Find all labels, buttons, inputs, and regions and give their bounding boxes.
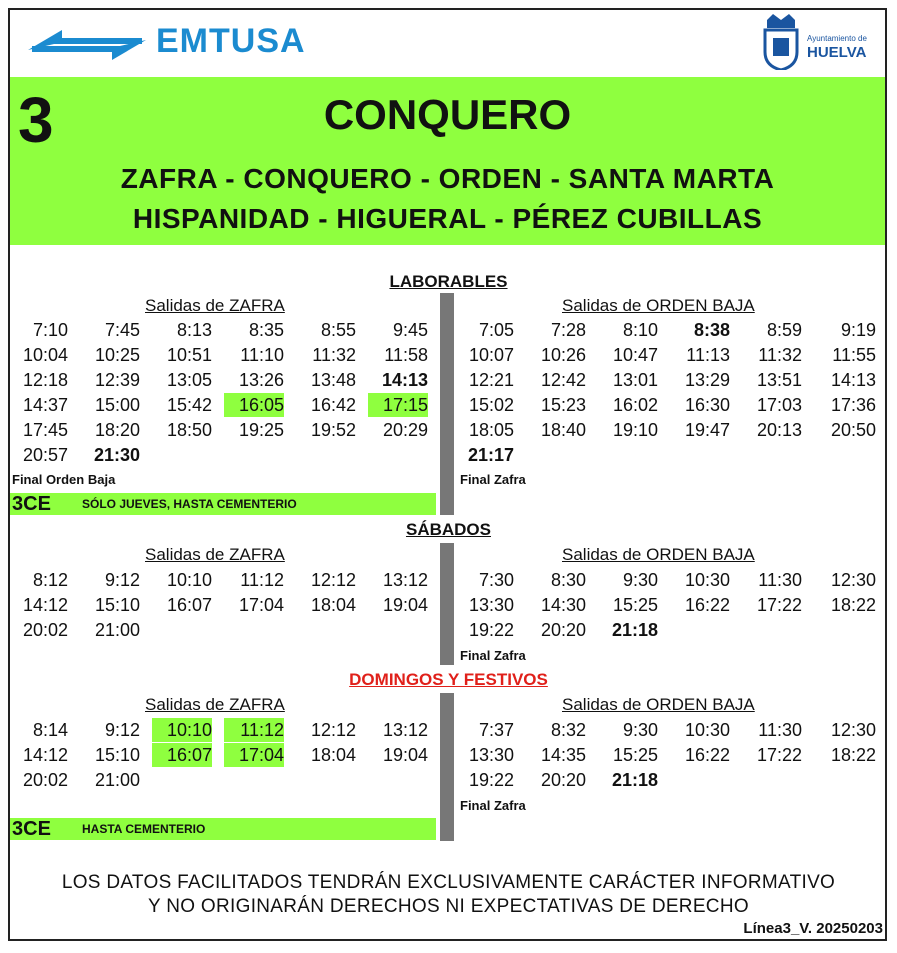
departure-time: 17:22	[756, 745, 802, 765]
departure-time: 18:22	[830, 745, 876, 765]
departure-time: 14:12	[22, 595, 68, 615]
departure-time: 12:39	[94, 370, 140, 390]
departure-time: 8:35	[248, 320, 284, 340]
departure-time: 19:04	[382, 745, 428, 765]
departure-time: 14:35	[540, 745, 586, 765]
departure-time: 16:02	[612, 395, 658, 415]
departure-time: 15:10	[94, 595, 140, 615]
route-number: 3	[18, 84, 54, 156]
departure-time: 15:25	[612, 745, 658, 765]
departure-time: 18:04	[310, 745, 356, 765]
domingos-left-title: Salidas de ZAFRA	[145, 695, 285, 714]
departure-time: 15:00	[94, 395, 140, 415]
departure-time: 17:15	[368, 393, 428, 417]
departure-time: 15:25	[612, 595, 658, 615]
departure-time: 17:22	[756, 595, 802, 615]
column-divider	[440, 293, 454, 515]
departure-time: 19:04	[382, 595, 428, 615]
version-label: Línea3_V. 20250203	[743, 920, 883, 937]
departure-time: 15:23	[540, 395, 586, 415]
departure-time: 8:59	[766, 320, 802, 340]
departure-time: 7:05	[478, 320, 514, 340]
departure-time: 13:30	[468, 595, 514, 615]
departure-time: 11:32	[312, 345, 356, 365]
departure-time: 14:13	[830, 370, 876, 390]
departure-time: 11:12	[240, 570, 284, 590]
laborables-right-final: Final Zafra	[460, 472, 526, 487]
departure-time: 13:29	[684, 370, 730, 390]
departure-time: 14:37	[22, 395, 68, 415]
departure-time: 18:05	[468, 420, 514, 440]
departure-time: 19:10	[612, 420, 658, 440]
departure-time: 15:42	[166, 395, 212, 415]
departure-time: 20:02	[22, 620, 68, 640]
disclaimer-line2: Y NO ORIGINARÁN DERECHOS NI EXPECTATIVAS DE DERECHO	[148, 896, 749, 917]
departure-time: 10:47	[612, 345, 658, 365]
departure-time: 11:10	[240, 345, 284, 365]
departure-time: 10:26	[540, 345, 586, 365]
section-title-domingos: DOMINGOS Y FESTIVOS	[349, 670, 548, 689]
departure-time: 21:00	[94, 620, 140, 640]
departure-time: 21:30	[93, 445, 140, 465]
departure-time: 8:32	[550, 720, 586, 740]
departure-time: 16:07	[166, 595, 212, 615]
route-name: CONQUERO	[323, 91, 572, 138]
departure-time: 15:10	[94, 745, 140, 765]
departure-time: 8:13	[176, 320, 212, 340]
city-shield-icon	[759, 14, 803, 70]
departure-time: 10:25	[94, 345, 140, 365]
sabados-left-title: Salidas de ZAFRA	[145, 545, 285, 564]
departure-time: 20:57	[22, 445, 68, 465]
departure-time: 9:12	[104, 570, 140, 590]
departure-time: 9:12	[104, 720, 140, 740]
departure-time: 14:13	[381, 370, 428, 390]
departure-time: 12:30	[830, 570, 876, 590]
departure-time: 18:50	[166, 420, 212, 440]
departure-time: 7:10	[32, 320, 68, 340]
departure-time: 13:12	[382, 570, 428, 590]
departure-time: 18:20	[94, 420, 140, 440]
departure-time: 20:20	[540, 770, 586, 790]
departure-time: 16:42	[310, 395, 356, 415]
departure-time: 14:30	[540, 595, 586, 615]
route-banner	[10, 77, 885, 245]
header-bar	[8, 8, 887, 76]
departure-time: 16:22	[684, 745, 730, 765]
departure-time: 17:36	[830, 395, 876, 415]
disclaimer-line1: LOS DATOS FACILITADOS TENDRÁN EXCLUSIVAMENTE CARÁCTER INFORMATIVO	[61, 872, 836, 893]
domingos-right-final: Final Zafra	[460, 798, 526, 813]
departure-time: 8:12	[32, 570, 68, 590]
departure-time: 11:32	[758, 345, 802, 365]
sabados-right-final: Final Zafra	[460, 648, 526, 663]
departure-time: 11:30	[758, 570, 802, 590]
departure-time: 20:02	[22, 770, 68, 790]
domingos-right-title: Salidas de ORDEN BAJA	[562, 695, 755, 714]
departure-time: 8:10	[622, 320, 658, 340]
ce-banner-laborables	[10, 493, 436, 515]
departure-time: 12:30	[830, 720, 876, 740]
departure-time: 10:30	[684, 570, 730, 590]
departure-time: 21:18	[611, 770, 658, 790]
section-title-laborables: LABORABLES	[389, 272, 508, 291]
departure-time: 21:18	[611, 620, 658, 640]
departure-time: 12:12	[310, 720, 356, 740]
departure-time: 13:01	[612, 370, 658, 390]
departure-time: 10:30	[684, 720, 730, 740]
departure-time: 13:30	[468, 745, 514, 765]
ce-text: HASTA CEMENTERIO	[82, 822, 206, 836]
city-prefix: Ayuntamiento de	[807, 34, 867, 43]
departure-time: 21:00	[94, 770, 140, 790]
departure-time: 10:51	[166, 345, 212, 365]
departure-time: 15:02	[468, 395, 514, 415]
departure-time: 9:30	[622, 720, 658, 740]
departure-time: 12:21	[468, 370, 514, 390]
departure-time: 10:10	[166, 570, 212, 590]
departure-time: 11:12	[224, 718, 284, 742]
ce-text: SÓLO JUEVES, HASTA CEMENTERIO	[82, 497, 297, 511]
departure-time: 19:47	[684, 420, 730, 440]
departure-time: 12:42	[540, 370, 586, 390]
departure-time: 17:03	[756, 395, 802, 415]
departure-time: 13:26	[238, 370, 284, 390]
sabados-right-title: Salidas de ORDEN BAJA	[562, 545, 755, 564]
ce-code: 3CE	[12, 493, 51, 515]
departure-time: 16:07	[152, 743, 212, 767]
departure-time: 14:12	[22, 745, 68, 765]
laborables-left-final: Final Orden Baja	[12, 472, 116, 487]
column-divider	[440, 543, 454, 665]
departure-time: 20:13	[756, 420, 802, 440]
departure-time: 10:10	[152, 718, 212, 742]
departure-time: 16:05	[224, 393, 284, 417]
departure-time: 17:04	[238, 595, 284, 615]
departure-time: 11:13	[686, 345, 730, 365]
departure-time: 13:48	[310, 370, 356, 390]
departure-time: 16:22	[684, 595, 730, 615]
ce-banner-domingos	[10, 818, 436, 840]
departure-time: 17:04	[224, 743, 284, 767]
departure-time: 20:50	[830, 420, 876, 440]
departure-time: 8:38	[693, 320, 730, 340]
brand-name: EMTUSA	[156, 22, 306, 60]
departure-time: 7:28	[550, 320, 586, 340]
departure-time: 10:04	[22, 345, 68, 365]
departure-time: 8:55	[320, 320, 356, 340]
column-divider	[440, 693, 454, 841]
departure-time: 13:12	[382, 720, 428, 740]
departure-time: 18:22	[830, 595, 876, 615]
departure-time: 9:30	[622, 570, 658, 590]
departure-time: 16:30	[684, 395, 730, 415]
departure-time: 13:05	[166, 370, 212, 390]
departure-time: 19:22	[468, 620, 514, 640]
route-stops-line1: ZAFRA - CONQUERO - ORDEN - SANTA MARTA	[120, 163, 775, 194]
departure-time: 19:25	[238, 420, 284, 440]
departure-time: 10:07	[468, 345, 514, 365]
departure-time: 11:58	[384, 345, 428, 365]
city-logo	[759, 14, 879, 70]
departure-time: 20:20	[540, 620, 586, 640]
departure-time: 11:55	[832, 345, 876, 365]
departure-time: 9:45	[392, 320, 428, 340]
departure-time: 9:19	[840, 320, 876, 340]
route-stops-line2: HISPANIDAD - HIGUERAL - PÉREZ CUBILLAS	[132, 203, 763, 234]
departure-time: 7:45	[104, 320, 140, 340]
departure-time: 19:52	[310, 420, 356, 440]
departure-time: 11:30	[758, 720, 802, 740]
ce-code: 3CE	[12, 818, 51, 840]
departure-time: 12:18	[22, 370, 68, 390]
city-name: HUELVA	[807, 44, 867, 61]
laborables-right-title: Salidas de ORDEN BAJA	[562, 296, 755, 315]
departure-time: 19:22	[468, 770, 514, 790]
departure-time: 13:51	[756, 370, 802, 390]
departure-time: 7:30	[478, 570, 514, 590]
departure-time: 21:17	[467, 445, 514, 465]
departure-time: 20:29	[382, 420, 428, 440]
laborables-left-title: Salidas de ZAFRA	[145, 296, 285, 315]
departure-time: 18:04	[310, 595, 356, 615]
departure-time: 8:14	[32, 720, 68, 740]
departure-time: 12:12	[310, 570, 356, 590]
departure-time: 17:45	[22, 420, 68, 440]
departure-time: 18:40	[540, 420, 586, 440]
section-title-sabados: SÁBADOS	[405, 520, 491, 539]
departure-time: 8:30	[550, 570, 586, 590]
departure-time: 7:37	[478, 720, 514, 740]
